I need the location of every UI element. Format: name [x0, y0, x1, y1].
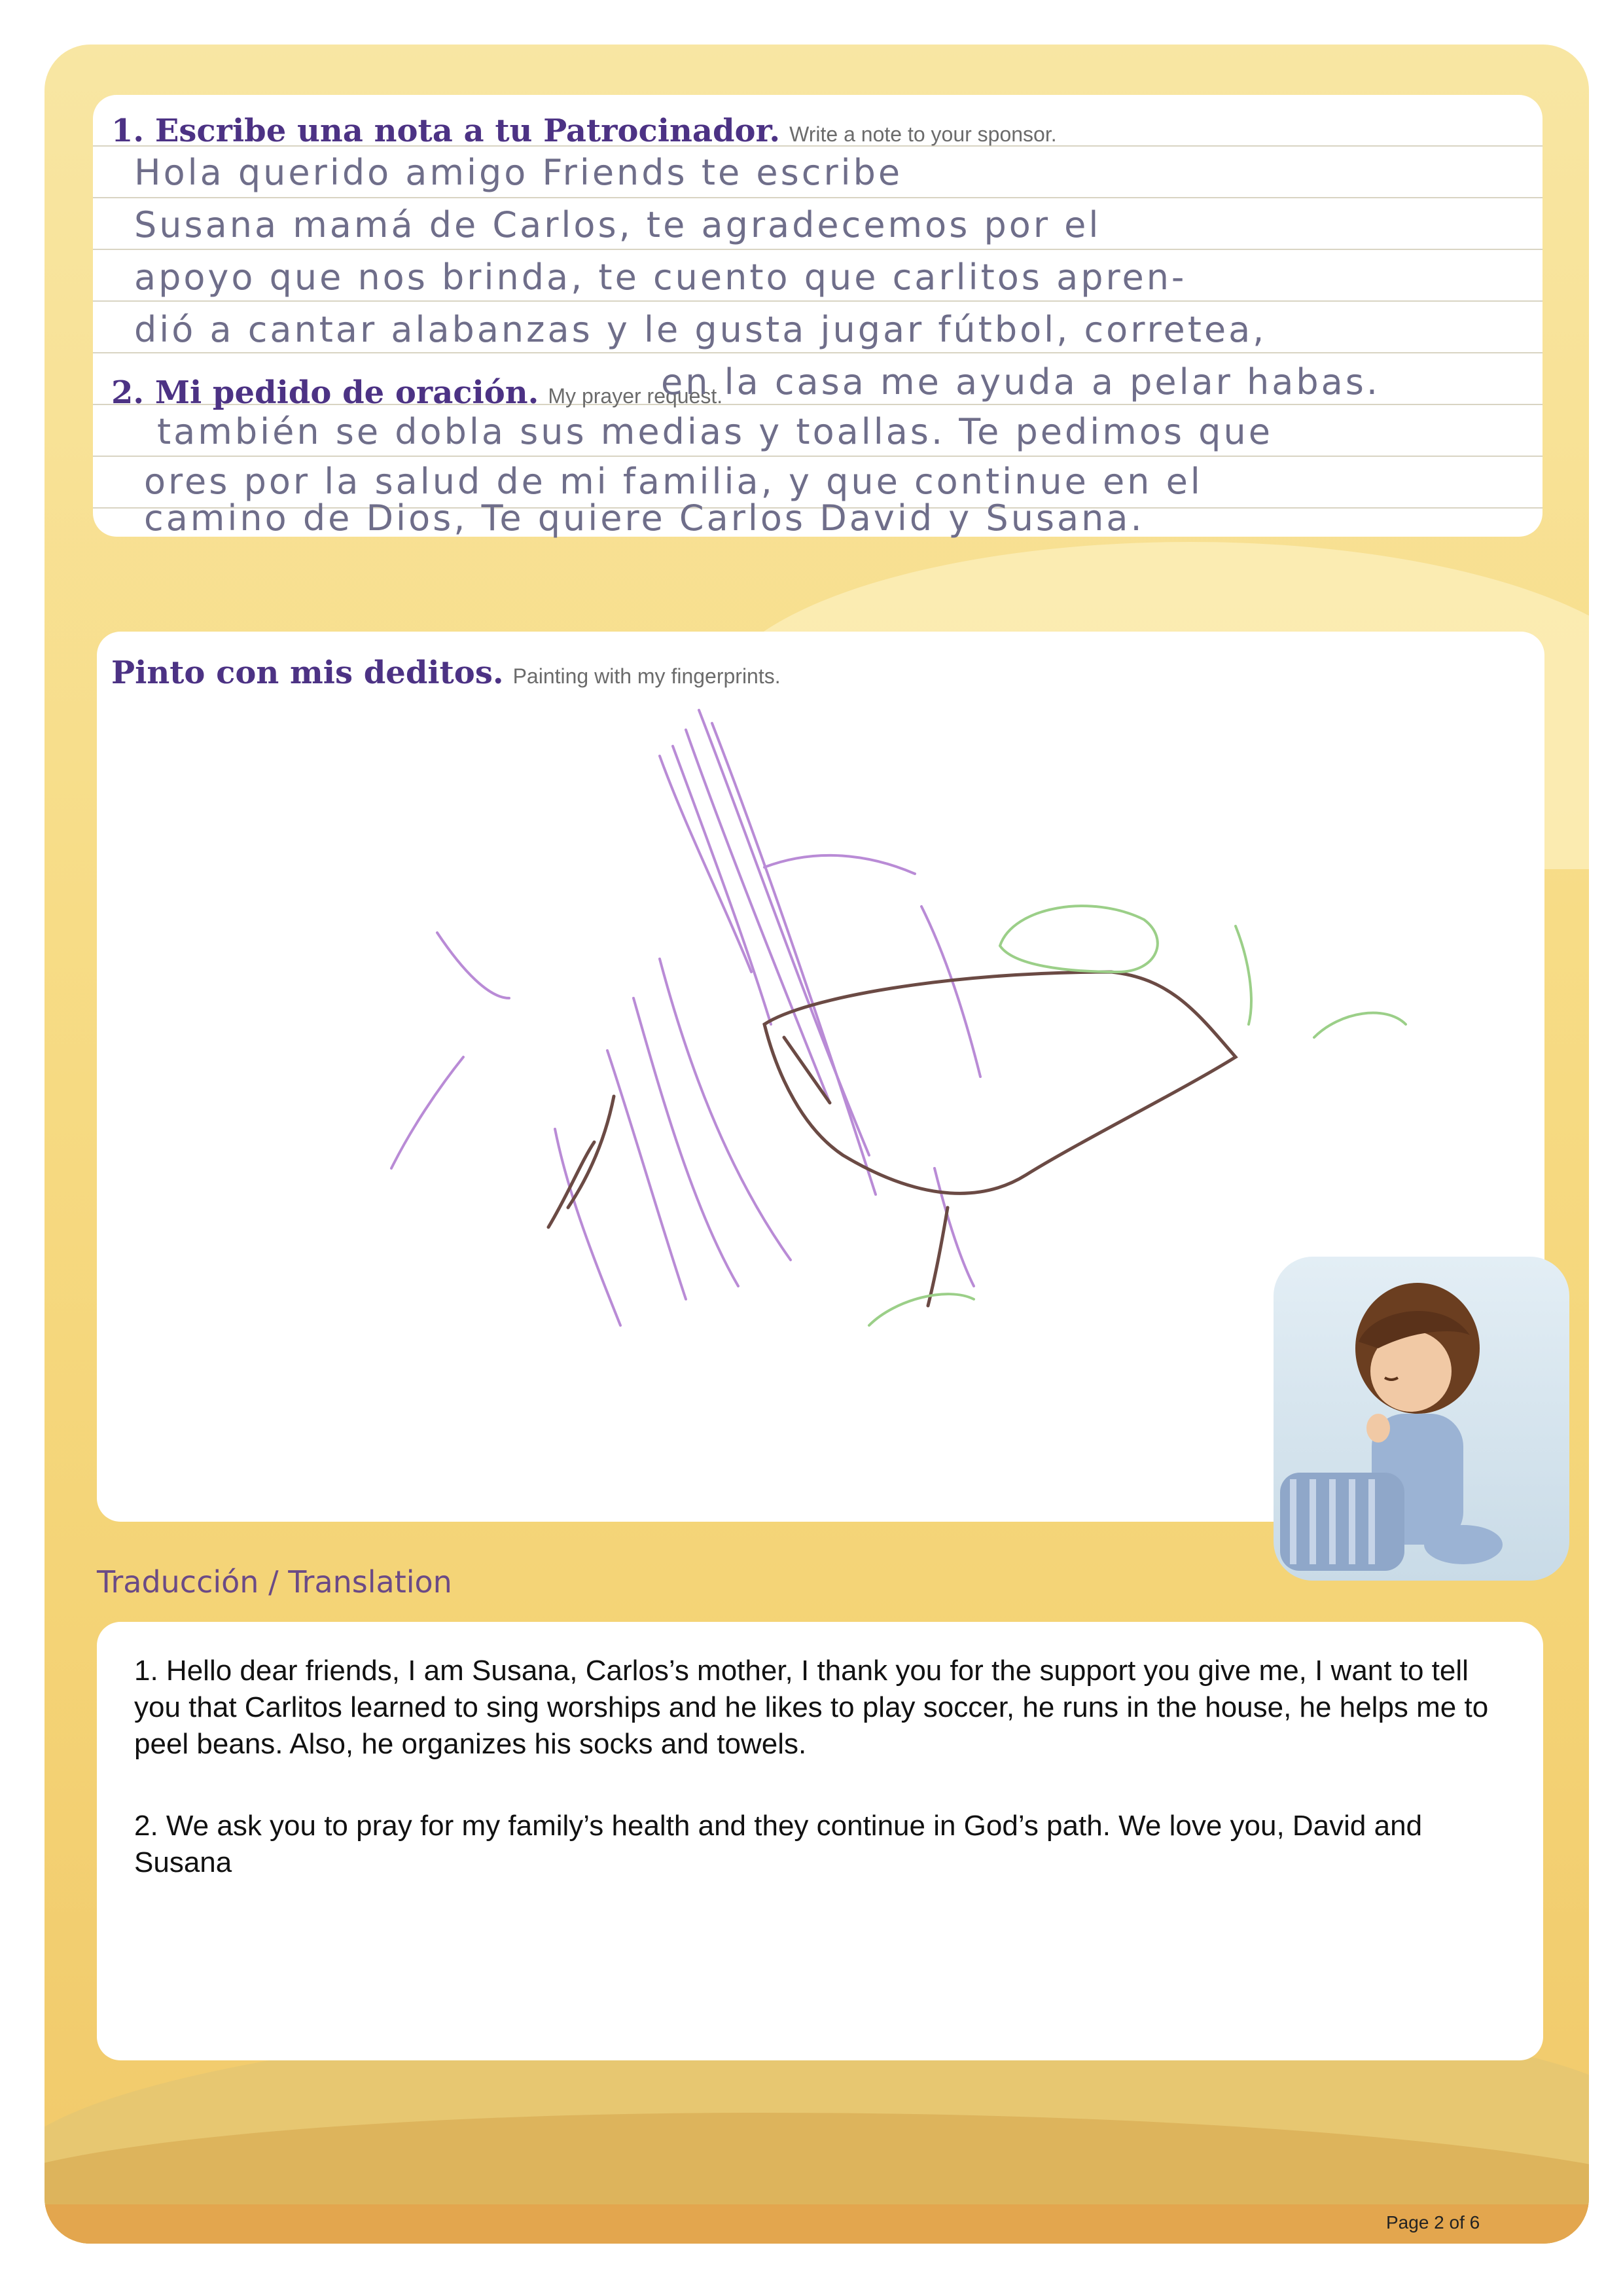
- section-3-title: Pinto con mis deditos.: [111, 655, 504, 691]
- section-2-heading: [111, 374, 722, 411]
- handwritten-line: también se dobla sus medias y toallas. Te pedimos que: [157, 411, 1273, 452]
- section-1-title: 1. Escribe una nota a tu Patrocinador.: [111, 113, 781, 149]
- translation-title: Traducción / Translation: [97, 1564, 452, 1600]
- section-2-title: 2. Mi pedido de oración.: [111, 374, 539, 411]
- praying-boy-icon: [1274, 1257, 1569, 1581]
- purple-scribbles: [391, 710, 980, 1325]
- section-2-subtitle: My prayer request.: [548, 384, 723, 408]
- handwritten-line: Hola querido amigo Friends te escribe: [134, 152, 903, 193]
- handwritten-line: camino de Dios, Te quiere Carlos David y Susana.: [144, 497, 1145, 539]
- page-number: Page 2 of 6: [1386, 2212, 1480, 2233]
- handwritten-line: ores por la salud de mi familia, y que continue en el: [144, 461, 1203, 502]
- translation-paragraph-1: 1. Hello dear friends, I am Susana, Carlos’s mother, I thank you for the support you give me, I want to tell you that Carlitos learned to sing worships and he likes to play soccer, he runs in the house, he helps me to peel beans. Also, he organizes his socks and towels.: [134, 1655, 1489, 1760]
- section-3-subtitle: Painting with my fingerprints.: [512, 664, 781, 688]
- background-dune-band: [45, 2204, 1589, 2244]
- handwritten-line: en la casa me ayuda a pelar habas.: [661, 361, 1381, 403]
- section-1-heading: [111, 113, 1057, 149]
- praying-boy-illustration: [1274, 1257, 1569, 1581]
- brown-scribbles: [548, 972, 1236, 1306]
- handwritten-line: dió a cantar alabanzas y le gusta jugar fútbol, corretea,: [134, 309, 1267, 350]
- section-1-subtitle: Write a note to your sponsor.: [789, 122, 1057, 146]
- handwritten-line: apoyo que nos brinda, te cuento que carlitos apren-: [134, 257, 1187, 298]
- handwritten-line: Susana mamá de Carlos, te agradecemos por el: [134, 204, 1101, 245]
- translation-paragraph-2: 2. We ask you to pray for my family’s health and they continue in God’s path. We love you, David and Susana: [134, 1810, 1423, 1878]
